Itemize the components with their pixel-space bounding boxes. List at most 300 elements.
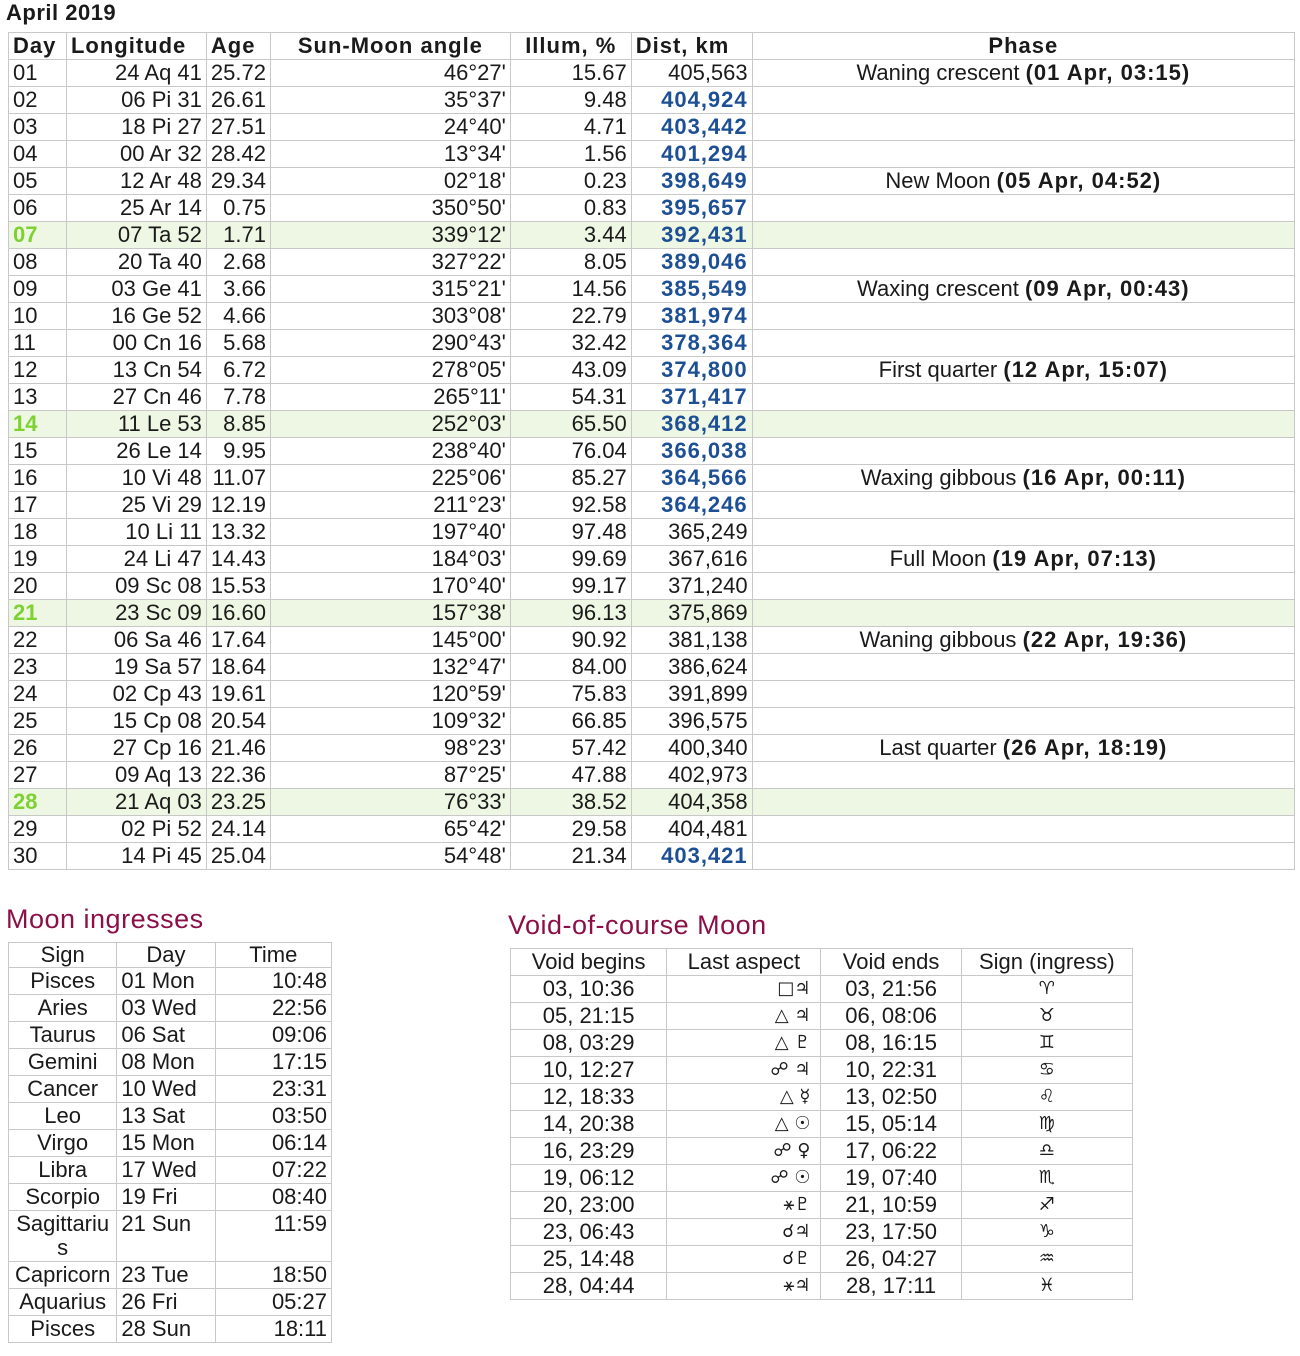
angle-cell: 145°00' bbox=[270, 627, 510, 654]
table-row bbox=[9, 384, 1295, 411]
illum-cell: 75.83 bbox=[510, 681, 631, 708]
void-ends-cell: 15, 05:14 bbox=[821, 1111, 961, 1138]
day-cell: 28 Sun bbox=[117, 1316, 215, 1343]
sign-cell: Capricorn bbox=[9, 1262, 117, 1289]
illum-cell: 54.31 bbox=[510, 384, 631, 411]
illum-cell: 38.52 bbox=[510, 789, 631, 816]
longitude-cell: 12 Ar 48 bbox=[66, 168, 206, 195]
distance-cell: 385,549 bbox=[631, 276, 752, 303]
angle-cell: 225°06' bbox=[270, 465, 510, 492]
void-ends-cell: 28, 17:11 bbox=[821, 1273, 961, 1300]
day-cell: 10 bbox=[9, 303, 67, 330]
void-begins-cell: 25, 14:48 bbox=[511, 1246, 667, 1273]
col-header-age: Age bbox=[206, 33, 270, 60]
sign-cell: Scorpio bbox=[9, 1184, 117, 1211]
age-cell: 3.66 bbox=[206, 276, 270, 303]
sign-ingress-icon: ♍ bbox=[961, 1111, 1132, 1138]
table-row bbox=[9, 816, 1295, 843]
phase-cell bbox=[752, 330, 1294, 357]
table-row bbox=[511, 1192, 1133, 1219]
day-cell: 03 bbox=[9, 114, 67, 141]
angle-cell: 98°23' bbox=[270, 735, 510, 762]
age-cell: 4.66 bbox=[206, 303, 270, 330]
illum-cell: 0.83 bbox=[510, 195, 631, 222]
longitude-cell: 09 Aq 13 bbox=[66, 762, 206, 789]
day-cell: 30 bbox=[9, 843, 67, 870]
illum-cell: 84.00 bbox=[510, 654, 631, 681]
distance-cell: 392,431 bbox=[631, 222, 752, 249]
longitude-cell: 24 Aq 41 bbox=[66, 60, 206, 87]
phase-cell bbox=[752, 276, 1294, 303]
void-body bbox=[511, 976, 1133, 1300]
angle-cell: 211°23' bbox=[270, 492, 510, 519]
phase-cell bbox=[752, 303, 1294, 330]
table-row bbox=[9, 465, 1295, 492]
distance-cell: 403,421 bbox=[631, 843, 752, 870]
distance-cell: 375,869 bbox=[631, 600, 752, 627]
table-row bbox=[9, 222, 1295, 249]
age-cell: 1.71 bbox=[206, 222, 270, 249]
void-ends-cell: 08, 16:15 bbox=[821, 1030, 961, 1057]
illum-cell: 14.56 bbox=[510, 276, 631, 303]
angle-cell: 24°40' bbox=[270, 114, 510, 141]
day-cell: 03 Wed bbox=[117, 995, 215, 1022]
table-row bbox=[9, 1157, 332, 1184]
illum-cell: 22.79 bbox=[510, 303, 631, 330]
day-cell: 19 Fri bbox=[117, 1184, 215, 1211]
last-aspect-cell: ☌♇ bbox=[667, 1246, 821, 1273]
void-begins-cell: 08, 03:29 bbox=[511, 1030, 667, 1057]
phase-cell bbox=[752, 762, 1294, 789]
angle-cell: 184°03' bbox=[270, 546, 510, 573]
sign-ingress-icon: ♓ bbox=[961, 1273, 1132, 1300]
phase-date: (26 Apr, 18:19) bbox=[1002, 735, 1168, 760]
illum-cell: 96.13 bbox=[510, 600, 631, 627]
longitude-cell: 27 Cn 46 bbox=[66, 384, 206, 411]
distance-cell: 374,800 bbox=[631, 357, 752, 384]
table-row bbox=[9, 708, 1295, 735]
phase-cell bbox=[752, 384, 1294, 411]
day-cell: 27 bbox=[9, 762, 67, 789]
illum-cell: 66.85 bbox=[510, 708, 631, 735]
time-cell: 05:27 bbox=[215, 1289, 331, 1316]
void-ends-cell: 19, 07:40 bbox=[821, 1165, 961, 1192]
phase-cell bbox=[752, 465, 1294, 492]
angle-cell: 315°21' bbox=[270, 276, 510, 303]
col-header-last-aspect: Last aspect bbox=[667, 949, 821, 976]
illum-cell: 21.34 bbox=[510, 843, 631, 870]
void-begins-cell: 03, 10:36 bbox=[511, 976, 667, 1003]
table-row bbox=[9, 600, 1295, 627]
phase-name: First quarter bbox=[878, 357, 998, 382]
table-row bbox=[9, 627, 1295, 654]
age-cell: 6.72 bbox=[206, 357, 270, 384]
col-header-void-ends: Void ends bbox=[821, 949, 961, 976]
illum-cell: 92.58 bbox=[510, 492, 631, 519]
age-cell: 23.25 bbox=[206, 789, 270, 816]
table-row bbox=[9, 1262, 332, 1289]
last-aspect-cell: □♃ bbox=[667, 976, 821, 1003]
age-cell: 22.36 bbox=[206, 762, 270, 789]
sign-ingress-icon: ♈ bbox=[961, 976, 1132, 1003]
table-row bbox=[9, 492, 1295, 519]
last-aspect-cell: ☍ ☉ bbox=[667, 1165, 821, 1192]
time-cell: 09:06 bbox=[215, 1022, 331, 1049]
longitude-cell: 20 Ta 40 bbox=[66, 249, 206, 276]
sign-cell: Virgo bbox=[9, 1130, 117, 1157]
table-header-row bbox=[9, 33, 1295, 60]
table-row bbox=[9, 1130, 332, 1157]
angle-cell: 350°50' bbox=[270, 195, 510, 222]
table-row bbox=[9, 762, 1295, 789]
angle-cell: 35°37' bbox=[270, 87, 510, 114]
phase-name: Waning crescent bbox=[856, 60, 1020, 85]
table-row bbox=[9, 1211, 332, 1262]
distance-cell: 366,038 bbox=[631, 438, 752, 465]
phase-cell bbox=[752, 114, 1294, 141]
phase-cell bbox=[752, 546, 1294, 573]
distance-cell: 381,974 bbox=[631, 303, 752, 330]
sign-ingress-icon: ♎ bbox=[961, 1138, 1132, 1165]
void-ends-cell: 06, 08:06 bbox=[821, 1003, 961, 1030]
longitude-cell: 10 Li 11 bbox=[66, 519, 206, 546]
table-row bbox=[511, 1219, 1133, 1246]
age-cell: 25.04 bbox=[206, 843, 270, 870]
void-ends-cell: 17, 06:22 bbox=[821, 1138, 961, 1165]
phase-cell bbox=[752, 438, 1294, 465]
phase-cell bbox=[752, 600, 1294, 627]
angle-cell: 170°40' bbox=[270, 573, 510, 600]
table-row bbox=[511, 1030, 1133, 1057]
ingresses-body bbox=[9, 968, 332, 1343]
table-row bbox=[9, 60, 1295, 87]
sign-ingress-icon: ♒ bbox=[961, 1246, 1132, 1273]
table-header-row bbox=[511, 949, 1133, 976]
distance-cell: 395,657 bbox=[631, 195, 752, 222]
last-aspect-cell: ☍ ♃ bbox=[667, 1057, 821, 1084]
longitude-cell: 09 Sc 08 bbox=[66, 573, 206, 600]
age-cell: 12.19 bbox=[206, 492, 270, 519]
age-cell: 27.51 bbox=[206, 114, 270, 141]
distance-cell: 367,616 bbox=[631, 546, 752, 573]
table-row bbox=[9, 681, 1295, 708]
col-header-sign: Sign bbox=[9, 943, 117, 968]
time-cell: 07:22 bbox=[215, 1157, 331, 1184]
sign-ingress-icon: ♉ bbox=[961, 1003, 1132, 1030]
longitude-cell: 14 Pi 45 bbox=[66, 843, 206, 870]
illum-cell: 3.44 bbox=[510, 222, 631, 249]
age-cell: 19.61 bbox=[206, 681, 270, 708]
distance-cell: 404,358 bbox=[631, 789, 752, 816]
day-cell: 09 bbox=[9, 276, 67, 303]
phase-cell bbox=[752, 681, 1294, 708]
distance-cell: 378,364 bbox=[631, 330, 752, 357]
phase-name: Last quarter bbox=[879, 735, 997, 760]
longitude-cell: 19 Sa 57 bbox=[66, 654, 206, 681]
day-cell: 16 bbox=[9, 465, 67, 492]
distance-cell: 401,294 bbox=[631, 141, 752, 168]
age-cell: 0.75 bbox=[206, 195, 270, 222]
last-aspect-cell: △ ♇ bbox=[667, 1030, 821, 1057]
phase-cell bbox=[752, 249, 1294, 276]
table-row bbox=[9, 411, 1295, 438]
distance-cell: 396,575 bbox=[631, 708, 752, 735]
longitude-cell: 15 Cp 08 bbox=[66, 708, 206, 735]
illum-cell: 99.69 bbox=[510, 546, 631, 573]
illum-cell: 15.67 bbox=[510, 60, 631, 87]
ingresses-table bbox=[8, 942, 332, 1343]
phase-cell bbox=[752, 735, 1294, 762]
sign-cell: Leo bbox=[9, 1103, 117, 1130]
table-row bbox=[9, 519, 1295, 546]
phase-cell bbox=[752, 573, 1294, 600]
table-row bbox=[9, 168, 1295, 195]
day-cell: 06 Sat bbox=[117, 1022, 215, 1049]
angle-cell: 87°25' bbox=[270, 762, 510, 789]
distance-cell: 404,924 bbox=[631, 87, 752, 114]
angle-cell: 132°47' bbox=[270, 654, 510, 681]
longitude-cell: 06 Sa 46 bbox=[66, 627, 206, 654]
col-header-time: Time bbox=[215, 943, 331, 968]
void-begins-cell: 05, 21:15 bbox=[511, 1003, 667, 1030]
page-title: April 2019 bbox=[6, 0, 117, 25]
table-row bbox=[9, 141, 1295, 168]
last-aspect-cell: △ ☉ bbox=[667, 1111, 821, 1138]
time-cell: 06:14 bbox=[215, 1130, 331, 1157]
longitude-cell: 26 Le 14 bbox=[66, 438, 206, 465]
angle-cell: 02°18' bbox=[270, 168, 510, 195]
col-header-illum: Illum, % bbox=[510, 33, 631, 60]
distance-cell: 402,973 bbox=[631, 762, 752, 789]
longitude-cell: 02 Cp 43 bbox=[66, 681, 206, 708]
table-row bbox=[9, 789, 1295, 816]
day-cell: 19 bbox=[9, 546, 67, 573]
angle-cell: 109°32' bbox=[270, 708, 510, 735]
illum-cell: 90.92 bbox=[510, 627, 631, 654]
longitude-cell: 24 Li 47 bbox=[66, 546, 206, 573]
sign-cell: Pisces bbox=[9, 968, 117, 995]
day-cell: 06 bbox=[9, 195, 67, 222]
last-aspect-cell: △ ♃ bbox=[667, 1003, 821, 1030]
void-begins-cell: 12, 18:33 bbox=[511, 1084, 667, 1111]
distance-cell: 386,624 bbox=[631, 654, 752, 681]
day-cell: 07 bbox=[9, 222, 67, 249]
illum-cell: 8.05 bbox=[510, 249, 631, 276]
angle-cell: 13°34' bbox=[270, 141, 510, 168]
age-cell: 13.32 bbox=[206, 519, 270, 546]
phase-cell bbox=[752, 654, 1294, 681]
illum-cell: 99.17 bbox=[510, 573, 631, 600]
age-cell: 9.95 bbox=[206, 438, 270, 465]
void-ends-cell: 26, 04:27 bbox=[821, 1246, 961, 1273]
table-row bbox=[511, 1057, 1133, 1084]
sign-ingress-icon: ♊ bbox=[961, 1030, 1132, 1057]
phase-cell bbox=[752, 843, 1294, 870]
phase-name: Waxing crescent bbox=[857, 276, 1019, 301]
table-row bbox=[9, 1184, 332, 1211]
phase-cell bbox=[752, 492, 1294, 519]
time-cell: 08:40 bbox=[215, 1184, 331, 1211]
longitude-cell: 13 Cn 54 bbox=[66, 357, 206, 384]
table-row bbox=[511, 1111, 1133, 1138]
day-cell: 13 Sat bbox=[117, 1103, 215, 1130]
moon-calendar-body bbox=[9, 60, 1295, 870]
day-cell: 01 Mon bbox=[117, 968, 215, 995]
age-cell: 28.42 bbox=[206, 141, 270, 168]
table-row bbox=[511, 1138, 1133, 1165]
void-begins-cell: 16, 23:29 bbox=[511, 1138, 667, 1165]
day-cell: 28 bbox=[9, 789, 67, 816]
age-cell: 24.14 bbox=[206, 816, 270, 843]
phase-cell bbox=[752, 411, 1294, 438]
distance-cell: 381,138 bbox=[631, 627, 752, 654]
longitude-cell: 00 Ar 32 bbox=[66, 141, 206, 168]
age-cell: 21.46 bbox=[206, 735, 270, 762]
phase-date: (12 Apr, 15:07) bbox=[1003, 357, 1168, 382]
table-row bbox=[9, 546, 1295, 573]
phase-cell bbox=[752, 87, 1294, 114]
col-header-longitude: Longitude bbox=[66, 33, 206, 60]
sign-cell: Gemini bbox=[9, 1049, 117, 1076]
day-cell: 12 bbox=[9, 357, 67, 384]
sign-ingress-icon: ♏ bbox=[961, 1165, 1132, 1192]
phase-cell bbox=[752, 708, 1294, 735]
last-aspect-cell: ☍ ♀ bbox=[667, 1138, 821, 1165]
day-cell: 18 bbox=[9, 519, 67, 546]
void-title: Void-of-course Moon bbox=[508, 910, 767, 940]
age-cell: 20.54 bbox=[206, 708, 270, 735]
col-header-day: Day bbox=[9, 33, 67, 60]
distance-cell: 371,417 bbox=[631, 384, 752, 411]
ingresses-title: Moon ingresses bbox=[6, 904, 204, 934]
void-begins-cell: 14, 20:38 bbox=[511, 1111, 667, 1138]
illum-cell: 76.04 bbox=[510, 438, 631, 465]
time-cell: 10:48 bbox=[215, 968, 331, 995]
col-header-dist: Dist, km bbox=[631, 33, 752, 60]
sign-cell: Pisces bbox=[9, 1316, 117, 1343]
longitude-cell: 23 Sc 09 bbox=[66, 600, 206, 627]
phase-date: (01 Apr, 03:15) bbox=[1025, 60, 1191, 85]
day-cell: 11 bbox=[9, 330, 67, 357]
sign-cell: Libra bbox=[9, 1157, 117, 1184]
illum-cell: 0.23 bbox=[510, 168, 631, 195]
last-aspect-cell: ☌♃ bbox=[667, 1219, 821, 1246]
illum-cell: 9.48 bbox=[510, 87, 631, 114]
longitude-cell: 11 Le 53 bbox=[66, 411, 206, 438]
age-cell: 14.43 bbox=[206, 546, 270, 573]
angle-cell: 197°40' bbox=[270, 519, 510, 546]
time-cell: 23:31 bbox=[215, 1076, 331, 1103]
illum-cell: 4.71 bbox=[510, 114, 631, 141]
day-cell: 01 bbox=[9, 60, 67, 87]
day-cell: 20 bbox=[9, 573, 67, 600]
angle-cell: 46°27' bbox=[270, 60, 510, 87]
day-cell: 23 bbox=[9, 654, 67, 681]
distance-cell: 404,481 bbox=[631, 816, 752, 843]
distance-cell: 398,649 bbox=[631, 168, 752, 195]
table-row bbox=[9, 843, 1295, 870]
phase-cell bbox=[752, 519, 1294, 546]
distance-cell: 364,566 bbox=[631, 465, 752, 492]
day-cell: 24 bbox=[9, 681, 67, 708]
day-cell: 10 Wed bbox=[117, 1076, 215, 1103]
void-begins-cell: 28, 04:44 bbox=[511, 1273, 667, 1300]
last-aspect-cell: ⚹♃ bbox=[667, 1273, 821, 1300]
angle-cell: 339°12' bbox=[270, 222, 510, 249]
age-cell: 29.34 bbox=[206, 168, 270, 195]
col-header-day: Day bbox=[117, 943, 215, 968]
phase-date: (16 Apr, 00:11) bbox=[1022, 465, 1186, 490]
table-row bbox=[511, 1003, 1133, 1030]
angle-cell: 238°40' bbox=[270, 438, 510, 465]
angle-cell: 76°33' bbox=[270, 789, 510, 816]
longitude-cell: 21 Aq 03 bbox=[66, 789, 206, 816]
day-cell: 04 bbox=[9, 141, 67, 168]
longitude-cell: 27 Cp 16 bbox=[66, 735, 206, 762]
day-cell: 15 bbox=[9, 438, 67, 465]
day-cell: 17 bbox=[9, 492, 67, 519]
time-cell: 22:56 bbox=[215, 995, 331, 1022]
angle-cell: 303°08' bbox=[270, 303, 510, 330]
table-row bbox=[9, 195, 1295, 222]
table-row bbox=[9, 438, 1295, 465]
angle-cell: 278°05' bbox=[270, 357, 510, 384]
table-row bbox=[9, 276, 1295, 303]
sign-cell: Sagittarius bbox=[9, 1211, 117, 1262]
distance-cell: 368,412 bbox=[631, 411, 752, 438]
day-cell: 21 Sun bbox=[117, 1211, 215, 1262]
age-cell: 8.85 bbox=[206, 411, 270, 438]
phase-cell bbox=[752, 168, 1294, 195]
distance-cell: 400,340 bbox=[631, 735, 752, 762]
distance-cell: 391,899 bbox=[631, 681, 752, 708]
age-cell: 7.78 bbox=[206, 384, 270, 411]
day-cell: 13 bbox=[9, 384, 67, 411]
void-table bbox=[510, 948, 1133, 1300]
illum-cell: 57.42 bbox=[510, 735, 631, 762]
void-begins-cell: 23, 06:43 bbox=[511, 1219, 667, 1246]
table-row bbox=[9, 330, 1295, 357]
table-row bbox=[511, 1165, 1133, 1192]
day-cell: 02 bbox=[9, 87, 67, 114]
sign-ingress-icon: ♌ bbox=[961, 1084, 1132, 1111]
phase-date: (05 Apr, 04:52) bbox=[996, 168, 1162, 193]
sign-ingress-icon: ♐ bbox=[961, 1192, 1132, 1219]
sign-ingress-icon: ♋ bbox=[961, 1057, 1132, 1084]
table-row bbox=[9, 303, 1295, 330]
longitude-cell: 07 Ta 52 bbox=[66, 222, 206, 249]
distance-cell: 364,246 bbox=[631, 492, 752, 519]
age-cell: 11.07 bbox=[206, 465, 270, 492]
void-begins-cell: 20, 23:00 bbox=[511, 1192, 667, 1219]
sign-cell: Aquarius bbox=[9, 1289, 117, 1316]
day-cell: 26 bbox=[9, 735, 67, 762]
time-cell: 18:50 bbox=[215, 1262, 331, 1289]
day-cell: 26 Fri bbox=[117, 1289, 215, 1316]
last-aspect-cell: ⚹♇ bbox=[667, 1192, 821, 1219]
phase-cell bbox=[752, 627, 1294, 654]
col-header-phase: Phase bbox=[752, 33, 1294, 60]
phase-cell bbox=[752, 789, 1294, 816]
void-begins-cell: 10, 12:27 bbox=[511, 1057, 667, 1084]
longitude-cell: 03 Ge 41 bbox=[66, 276, 206, 303]
table-row bbox=[9, 735, 1295, 762]
time-cell: 11:59 bbox=[215, 1211, 331, 1262]
illum-cell: 29.58 bbox=[510, 816, 631, 843]
void-ends-cell: 10, 22:31 bbox=[821, 1057, 961, 1084]
table-row bbox=[9, 1289, 332, 1316]
longitude-cell: 00 Cn 16 bbox=[66, 330, 206, 357]
